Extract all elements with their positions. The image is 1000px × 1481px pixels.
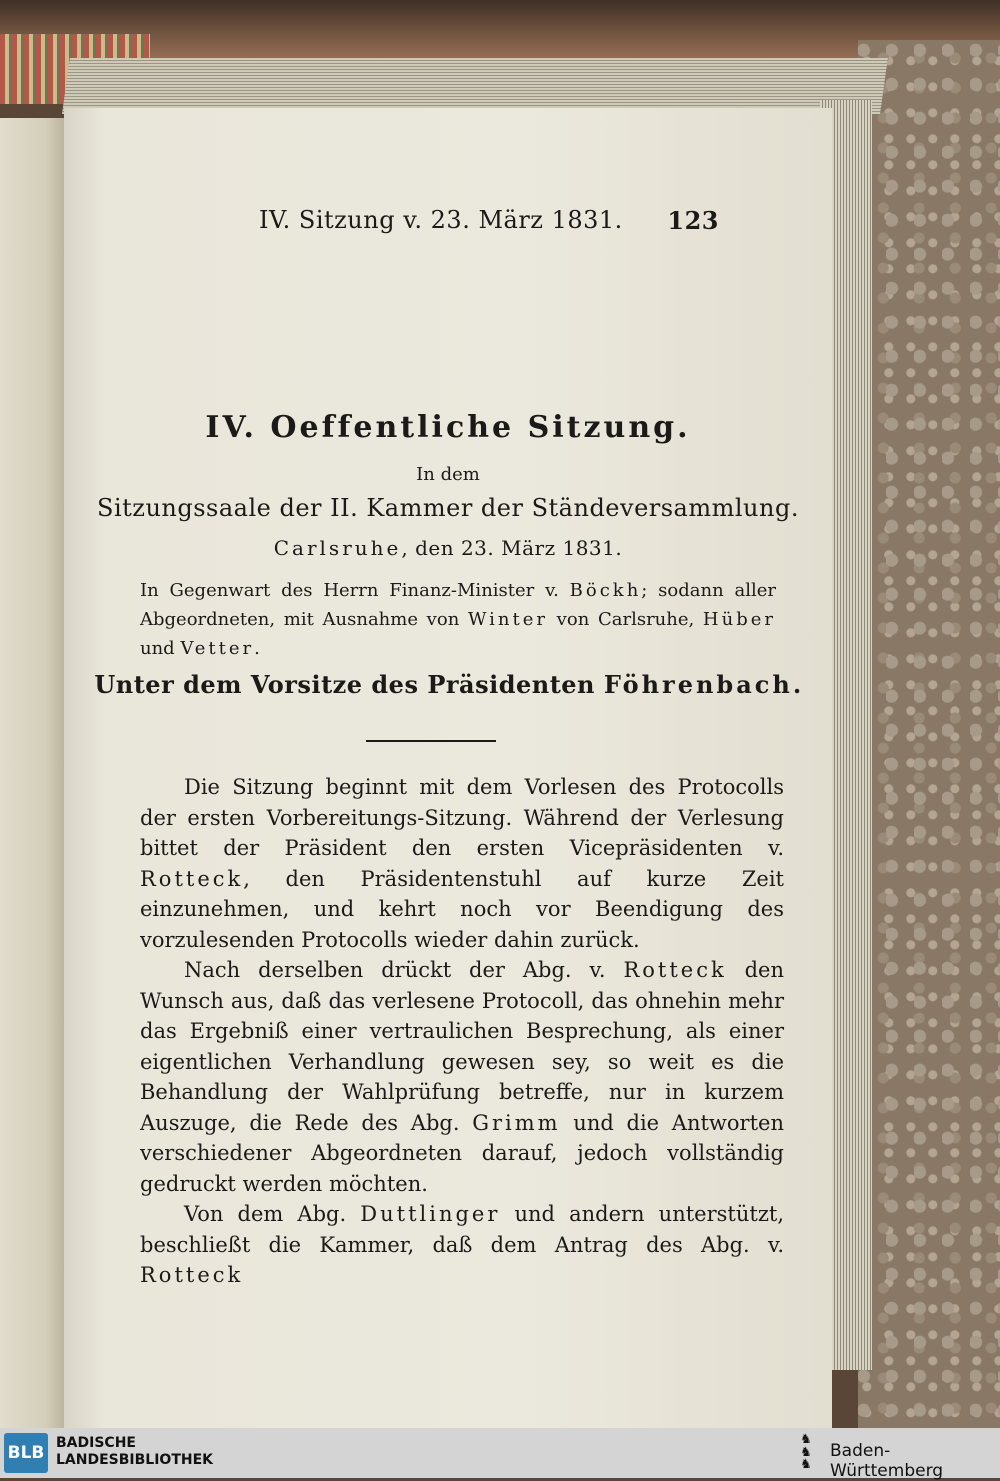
attendance-text: von Carlsruhe, [548,609,703,630]
paragraph-text: und die Antworten verschiedener Abgeordneten darauf, jedoch vollständig gedruckt werden möchten. [140,1110,784,1196]
person-name: Rotteck [140,1263,244,1287]
chair-text: Unter dem Vorsitze des Präsidenten [94,670,604,699]
chair-line [64,670,832,699]
section-divider [366,740,496,742]
session-heading: IV. Oeffentliche Sitzung. [205,410,691,445]
minutes-body [140,772,784,1291]
person-name: Rotteck [623,958,727,982]
library-name-line1: BADISCHE [56,1435,136,1451]
paragraph-text: Die Sitzung beginnt mit dem Vorlesen des Protocolls der ersten Vorbereitungs-Sitzung. Während der Verlesung bittet der Präsident den ersten Vicepräsidenten v. [140,775,784,860]
president-name: Föhrenbach [603,670,793,699]
location-intro: In dem [416,464,480,485]
attendance-text: . [254,638,260,659]
blb-logo-icon[interactable]: BLB [4,1433,48,1473]
state-name[interactable]: Baden-Württemberg [830,1441,944,1481]
person-name: Rotteck [140,866,244,891]
absentee-name: Vetter [180,638,255,659]
paragraph [140,955,784,1199]
absentee-name: Hüber [702,609,776,630]
location-place-date [64,536,832,560]
paragraph-text: den Wunsch aus, daß das verlesene Protocoll, das ohnehin mehr das Ergebniß einer vertraulichen Besprechung, als einer eigentlichen Verhandlung gewesen sey, so weit es die Behandlung der Wahlprüfung betreffe, nur in kurzem Auszuge, die Rede des Abg. [140,958,785,1135]
place-name: Carlsruhe [273,536,402,560]
paragraph [140,1199,784,1291]
attendance-note [140,576,776,663]
paragraph-text: Nach derselben drückt der Abg. v. [184,958,624,982]
paragraph-text: und andern unterstützt, beschließt die Kammer, daß dem Antrag des Abg. v. [140,1202,784,1257]
baden-wuerttemberg-lions-icon: ♞ ♞ ♞ [800,1432,812,1472]
running-header-title: IV. Sitzung v. 23. März 1831. [259,206,623,234]
person-name: Duttlinger [360,1202,501,1226]
attendee-name: Böckh [569,580,642,601]
marbled-cover-edge [858,40,1000,1428]
attendance-text: In Gegenwart des Herrn Finanz-Minister v. [140,580,570,601]
paragraph [140,772,784,955]
location-room: Sitzungssaale der II. Kammer der Ständeversammlung. [97,494,799,522]
left-page-edge [0,118,66,1428]
library-name[interactable] [56,1435,213,1469]
chair-text: . [792,670,802,699]
absentee-name: Winter [467,609,548,630]
paragraph-text: Von dem Abg. [184,1202,361,1226]
session-date: , den 23. März 1831. [401,536,623,560]
running-header [259,206,719,246]
viewer-footer [0,1428,1000,1481]
paragraph-text: , den Präsidentenstuhl auf kurze Zeit einzunehmen, und kehrt noch vor Beendigung des vorzulesenden Protocolls wieder dahin zurück. [140,866,784,952]
page-number: 123 [667,206,719,235]
library-name-line2: LANDESBIBLIOTHEK [56,1452,214,1468]
attendance-text: und [140,638,181,659]
person-name: Grimm [472,1110,561,1135]
page-stack-top [62,58,888,114]
book-page [64,108,832,1428]
attendance-text: ; sodann aller Abgeordneten, mit Ausnahme von [140,580,776,630]
